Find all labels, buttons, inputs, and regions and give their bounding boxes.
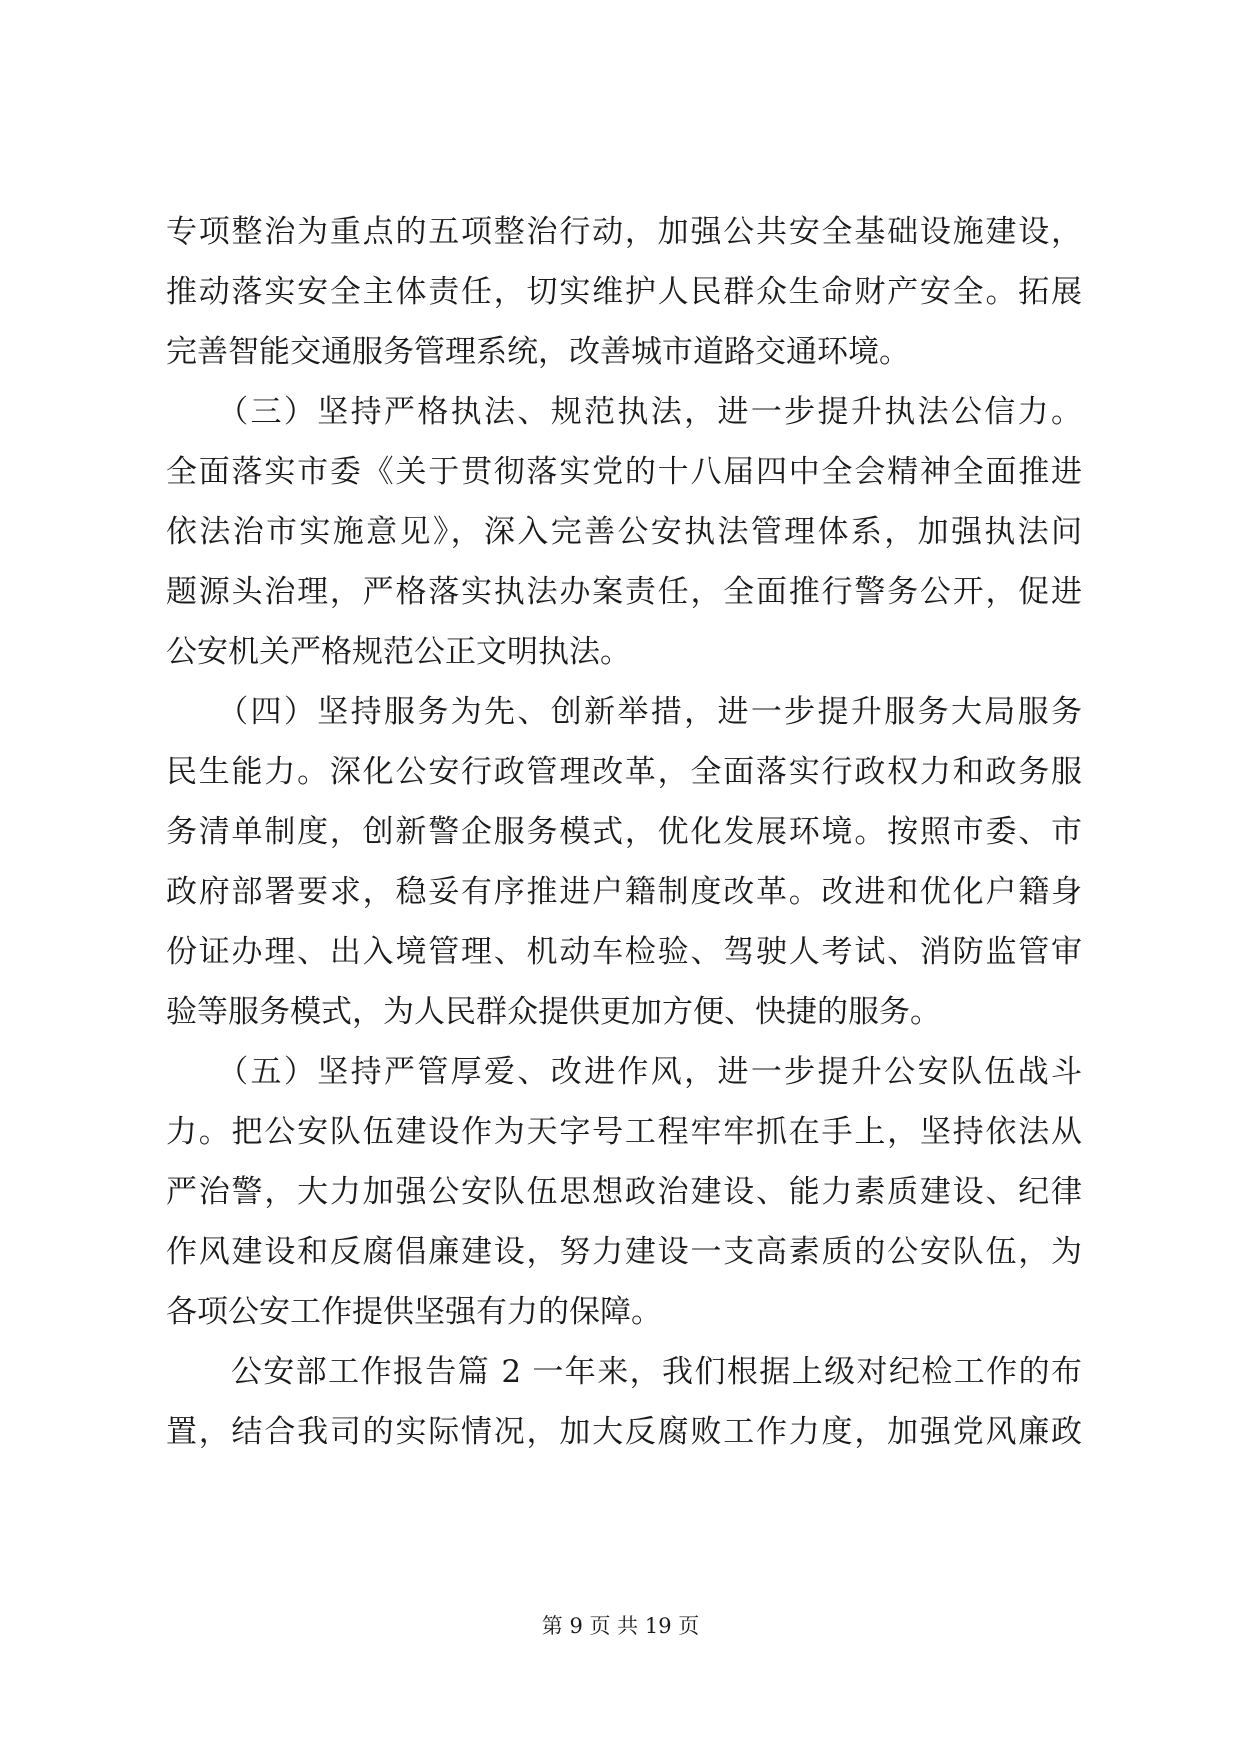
text-line: （三）坚持严格执法、规范执法，进一步提升执法公信力。 [166,394,1082,430]
text-line: 民生能力。深化公安行政管理改革，全面落实行政权力和政务服 [166,754,1082,790]
text-line: 务清单制度，创新警企服务模式，优化发展环境。按照市委、市 [166,814,1082,850]
text-line: 份证办理、出入境管理、机动车检验、驾驶人考试、消防监管审 [166,934,1082,970]
text-line: 公安机关严格规范公正文明执法。 [166,634,631,670]
text-line: 政府部署要求，稳妥有序推进户籍制度改革。改进和优化户籍身 [166,874,1082,910]
text-line: 严治警，大力加强公安队伍思想政治建设、能力素质建设、纪律 [166,1174,1082,1210]
text-line: 全面落实市委《关于贯彻落实党的十八届四中全会精神全面推进 [166,454,1082,490]
text-line: 各项公安工作提供坚强有力的保障。 [166,1294,662,1330]
page-number-footer: 第 9 页 共 19 页 [541,1614,700,1638]
text-line: （四）坚持服务为先、创新举措，进一步提升服务大局服务 [166,694,1082,730]
text-line: 推动落实安全主体责任，切实维护人民群众生命财产安全。拓展 [166,274,1082,310]
text-line: 力。把公安队伍建设作为天字号工程牢牢抓在手上，坚持依法从 [166,1114,1082,1150]
text-line: 作风建设和反腐倡廉建设，努力建设一支高素质的公安队伍，为 [166,1234,1082,1270]
text-line: 专项整治为重点的五项整治行动，加强公共安全基础设施建设， [166,214,1082,250]
text-line: 验等服务模式，为人民群众提供更加方便、快捷的服务。 [166,994,941,1030]
text-line: 置，结合我司的实际情况，加大反腐败工作力度，加强党风廉政 [166,1414,1082,1450]
text-line: 依法治市实施意见》，深入完善公安执法管理体系，加强执法问 [166,514,1082,550]
text-line: 完善智能交通服务管理系统，改善城市道路交通环境。 [166,334,910,370]
text-line: 公安部工作报告篇 2 一年来，我们根据上级对纪检工作的布 [166,1354,1082,1390]
text-line: （五）坚持严管厚爱、改进作风，进一步提升公安队伍战斗 [166,1054,1082,1090]
document-body [166,202,1082,1462]
text-line: 题源头治理，严格落实执法办案责任，全面推行警务公开，促进 [166,574,1082,610]
